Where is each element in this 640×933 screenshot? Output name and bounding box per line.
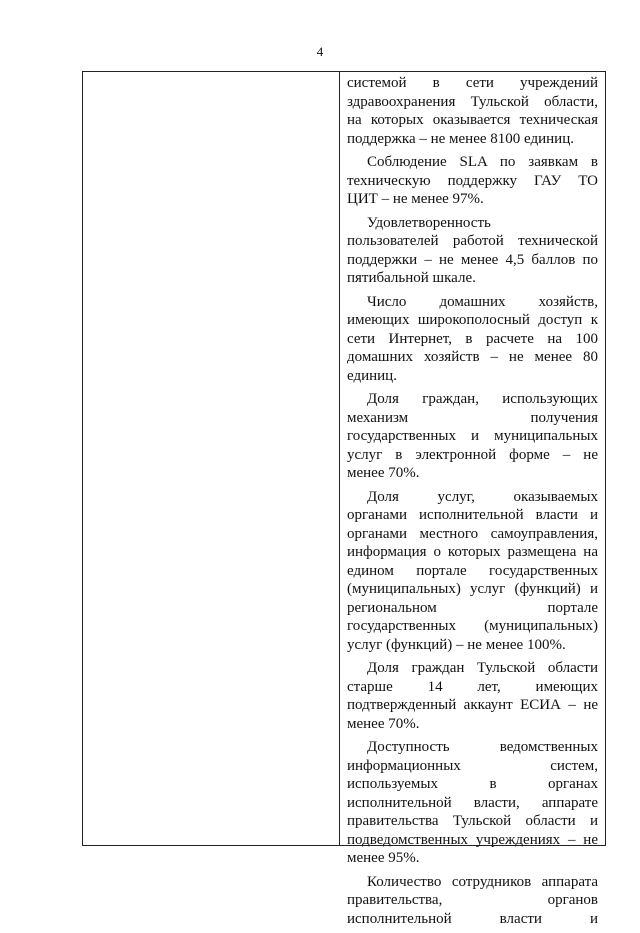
text-line: услуг в электронной форме – не: [347, 446, 598, 463]
paragraph: [347, 153, 598, 209]
text-line: органами местного самоуправления,: [347, 525, 598, 542]
text-line: Количество сотрудников аппарата: [367, 873, 598, 890]
text-line: Доля граждан Тульской области: [367, 660, 598, 676]
text-line: подтвержденный аккаунт ЕСИА – не: [347, 697, 598, 713]
text-line: правительства, органов: [347, 892, 598, 908]
text-line: на которых оказывается техническая: [347, 112, 598, 128]
column-divider: [339, 72, 340, 845]
text-line: менее 70%.: [347, 465, 420, 481]
text-line: поддержка – не менее 8100 единиц.: [347, 130, 574, 147]
text-line: Удовлетворенность: [367, 214, 491, 231]
text-line: единиц.: [347, 367, 397, 384]
text-line: Число домашних хозяйств,: [367, 293, 598, 310]
text-line: поддержки – не менее 4,5 баллов по: [347, 251, 598, 268]
text-line: механизм получения: [347, 409, 598, 426]
text-line: (муниципальных) услуг (функций) и: [347, 581, 598, 597]
paragraph: [347, 293, 598, 386]
text-line: услуг (функций) – не менее 100%.: [347, 636, 566, 653]
text-line: исполнительной власти и: [347, 910, 598, 927]
text-line: пятибальной шкале.: [347, 270, 476, 286]
text-line: техническую поддержку ГАУ ТО: [347, 172, 598, 189]
text-line: системой в сети учреждений: [347, 75, 598, 91]
text-line: сети Интернет, в расчете на 100: [347, 330, 598, 347]
text-line: государственных (муниципальных): [347, 618, 598, 634]
text-line: Доля услуг, оказываемых: [367, 488, 598, 505]
text-line: старше 14 лет, имеющих: [347, 678, 598, 695]
text-line: ЦИТ – не менее 97%.: [347, 191, 484, 207]
table-frame: [82, 71, 606, 927]
text-line: органами исполнительной власти и: [347, 507, 598, 523]
text-line: региональном портале: [347, 599, 598, 616]
text-line: здравоохранения Тульской области,: [347, 93, 598, 110]
paragraph: [347, 488, 598, 655]
paragraph: [347, 873, 598, 929]
text-line: домашних хозяйств – не менее 80: [347, 349, 598, 365]
paragraph: [347, 74, 598, 148]
paragraph: [347, 390, 598, 483]
text-line: менее 95%.: [347, 850, 420, 866]
text-line: Доля граждан, использующих: [367, 391, 598, 407]
right-column-cell: [347, 74, 598, 933]
text-line: государственных и муниципальных: [347, 428, 598, 444]
paragraph: [347, 214, 598, 288]
text-line: пользователей работой технической: [347, 233, 598, 249]
paragraph: [347, 659, 598, 733]
text-line: информация о которых размещена на: [347, 544, 598, 560]
page-number: 4: [316, 44, 324, 59]
text-line: Доступность ведомственных: [367, 739, 598, 755]
text-line: едином портале государственных: [347, 562, 598, 579]
text-line: исполнительной власти, аппарате: [347, 794, 598, 811]
text-line: правительства Тульской области и: [347, 813, 598, 829]
text-line: подведомственных учреждениях – не: [347, 831, 598, 848]
text-line: используемых в органах: [347, 776, 598, 792]
text-line: менее 70%.: [347, 715, 420, 732]
text-line: имеющих широкополосный доступ к: [347, 312, 598, 328]
paragraph: [347, 738, 598, 868]
text-line: информационных систем,: [347, 757, 598, 774]
text-line: Соблюдение SLA по заявкам в: [367, 154, 598, 170]
